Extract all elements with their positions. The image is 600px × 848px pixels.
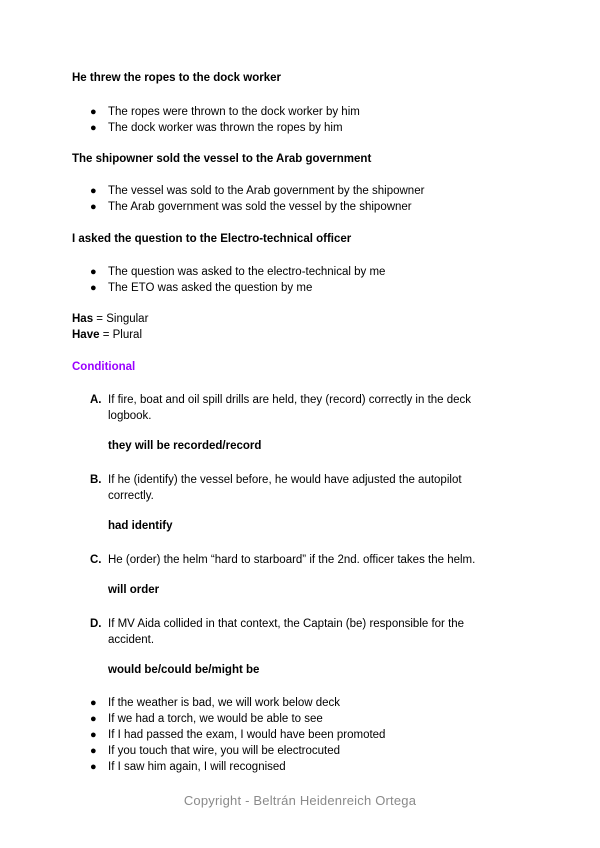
list-item: ● If I had passed the exam, I would have been promoted: [90, 729, 386, 741]
bullet-list: [90, 104, 360, 136]
bullet-icon: ●: [90, 713, 97, 725]
question-item: [90, 616, 510, 648]
bullet-icon: ●: [90, 185, 97, 197]
sentence-heading: He threw the ropes to the dock worker: [72, 72, 281, 84]
question-item: [90, 472, 510, 504]
sentence-heading: I asked the question to the Electro-technical officer: [72, 233, 352, 245]
bullet-icon: ●: [90, 201, 97, 213]
question-letter: B.: [90, 474, 102, 486]
list-item: ● If the weather is bad, we will work below deck: [90, 697, 341, 709]
section-title-conditional: Conditional: [72, 361, 136, 373]
answer-text: will order: [108, 584, 160, 596]
question-letter: A.: [90, 394, 102, 406]
example-list: [90, 695, 385, 775]
bullet-list: [90, 264, 385, 296]
list-item: ● If I saw him again, I will recognised: [90, 761, 286, 773]
list-item: ● The question was asked to the electro-technical by me: [90, 266, 386, 278]
bullet-icon: ●: [90, 122, 97, 134]
bullet-icon: ●: [90, 761, 97, 773]
bullet-icon: ●: [90, 266, 97, 278]
definitions: [72, 311, 148, 343]
list-item: ● The Arab government was sold the vessel by the shipowner: [90, 201, 412, 213]
answer-text: had identify: [108, 520, 173, 532]
answer-text: would be/could be/might be: [108, 664, 260, 676]
question-letter: C.: [90, 554, 102, 566]
bullet-icon: ●: [90, 282, 97, 294]
sentence-heading: The shipowner sold the vessel to the Arab government: [72, 153, 372, 165]
copyright-footer: Copyright - Beltrán Heidenreich Ortega: [183, 793, 417, 808]
list-item: ● The ETO was asked the question by me: [90, 282, 313, 294]
bullet-icon: ●: [90, 729, 97, 741]
list-item: ● If you touch that wire, you will be electrocuted: [90, 745, 341, 757]
list-item: ● If we had a torch, we would be able to see: [90, 713, 323, 725]
question-letter: D.: [90, 618, 102, 630]
definition-have: Have = Plural: [72, 329, 143, 341]
question-text: If he (identify) the vessel before, he would have adjusted the autopilot correctly.: [108, 474, 462, 502]
bullet-icon: ●: [90, 106, 97, 118]
question-item: [90, 392, 510, 424]
list-item: ● The dock worker was thrown the ropes by him: [90, 122, 343, 134]
list-item: ● The vessel was sold to the Arab government by the shipowner: [90, 185, 425, 197]
answer-text: they will be recorded/record: [108, 440, 262, 452]
definition-has: Has = Singular: [72, 313, 149, 325]
question-text: If fire, boat and oil spill drills are held, they (record) correctly in the deck logbook.: [108, 394, 472, 422]
bullet-list: [90, 183, 424, 215]
question-text: If MV Aida collided in that context, the Captain (be) responsible for the accident.: [108, 618, 465, 646]
list-item: ● The ropes were thrown to the dock worker by him: [90, 106, 360, 118]
question-item: [90, 552, 510, 568]
question-text: He (order) the helm “hard to starboard” if the 2nd. officer takes the helm.: [108, 554, 476, 566]
bullet-icon: ●: [90, 745, 97, 757]
bullet-icon: ●: [90, 697, 97, 709]
